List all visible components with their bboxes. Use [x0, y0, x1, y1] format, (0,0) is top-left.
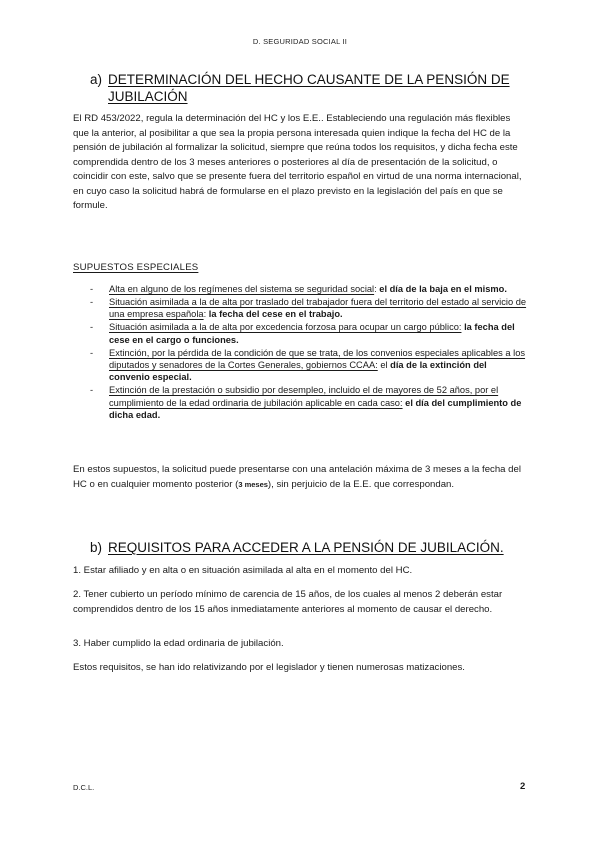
supuestos-text-1: En estos supuestos, la solicitud puede presentarse con una antelación máxima de 3 meses a la fecha del HC o en cualquier momento posterior (: [73, 464, 521, 490]
list-item: [90, 296, 528, 321]
special-cases-list: [90, 283, 528, 422]
case-text: Extinción, por la pérdida de la condición de que se trata, de los convenios especiales aplicables a los diputados y senadores de la Cortes Generales, gobiernos CCAA:: [109, 347, 526, 370]
case-text: Alta en alguno de los regímenes del sistema se seguridad social: [109, 284, 375, 294]
list-dash: -: [90, 347, 94, 358]
list-dash: -: [90, 296, 94, 307]
case-date: el día del cumplimiento de dicha edad.: [109, 397, 522, 421]
section-b-title: REQUISITOS PARA ACCEDER A LA PENSIÓN DE JUBILACIÓN.: [108, 540, 504, 555]
requirement-3: 3. Haber cumplido la edad ordinaria de jubilación.: [73, 638, 284, 649]
case-text: Situación asimilada a la de alta por traslado del trabajador fuera del territorio del estado al servicio de una empresa española: [109, 296, 527, 320]
list-item: [90, 384, 528, 421]
case-date: día de la extinción del convenio especial.: [109, 359, 487, 383]
case-date: el día de la baja en el mismo.: [379, 284, 507, 294]
requirement-1: 1. Estar afiliado y en alta o en situación asimilada al alta en el momento del HC.: [73, 565, 413, 576]
case-text: Situación asimilada a la de alta por excedencia forzosa para ocupar un cargo público:: [109, 322, 462, 333]
list-item: [90, 347, 528, 384]
requirement-2: 2. Tener cubierto un período mínimo de carencia de 15 años, de los cuales al menos 2 deberán estar comprendidos dentro de los 15 años inmediatamente anteriores al momento de causar el derecho.: [73, 589, 503, 615]
page-header: D. SEGURIDAD SOCIAL II: [252, 37, 348, 46]
case-date: la fecha del cese en el cargo o funciones.: [109, 322, 515, 345]
supuestos-text-2: ), sin perjuicio de la E.E. que correspondan.: [267, 478, 455, 490]
list-item: [90, 283, 528, 295]
section-a-marker: a): [90, 72, 103, 87]
list-dash: -: [90, 284, 94, 294]
list-dash: -: [90, 322, 94, 333]
section-b-heading: [90, 539, 530, 556]
footer-author: D.C.L.: [73, 783, 95, 792]
page-number: 2: [520, 781, 526, 792]
special-cases-title: SUPUESTOS ESPECIALES: [73, 262, 199, 273]
supuestos-small-bold: 3 meses: [238, 479, 268, 489]
list-item: [90, 321, 528, 346]
section-a-heading: [90, 71, 530, 105]
case-separator: :: [374, 284, 380, 294]
section-a-title: DETERMINACIÓN DEL HECHO CAUSANTE DE LA PENSIÓN DE JUBILACIÓN: [108, 72, 510, 104]
supuestos-paragraph: [73, 463, 525, 492]
case-date: la fecha del cese en el trabajo.: [208, 309, 343, 320]
list-dash: -: [90, 385, 94, 396]
case-text: Extinción de la prestación o subsidio por desempleo, incluido el de mayores de 52 años, por el cumplimiento de la edad ordinaria de jubilación aplicable en cada caso:: [109, 385, 499, 408]
case-separator: :: [203, 309, 209, 320]
closing-paragraph: Estos requisitos, se han ido relativizando por el legislador y tienen numerosas matizaciones.: [73, 662, 465, 673]
intro-paragraph: El RD 453/2022, regula la determinación del HC y los E.E.. Estableciendo una regulación más flexibles que la anterior, al posibilitar a que sea la propia persona interesada quien indique la fecha del HC de la pensión de jubilación al formalizar la solicitud, siempre que reúna todos los requisitos, y dicha fecha este comprendida dentro de los 3 meses anteriores o posteriores al día de presentación de la solicitud, o coincidir con este, salvo que se presente fuera del territorio español en virtud de una norma internacional, en cuyo caso la solicitud habrá de formularse en el plazo previsto en la legislación del país en que se formule.: [73, 113, 522, 211]
case-separator: el: [377, 359, 391, 370]
section-b-marker: b): [90, 540, 103, 555]
